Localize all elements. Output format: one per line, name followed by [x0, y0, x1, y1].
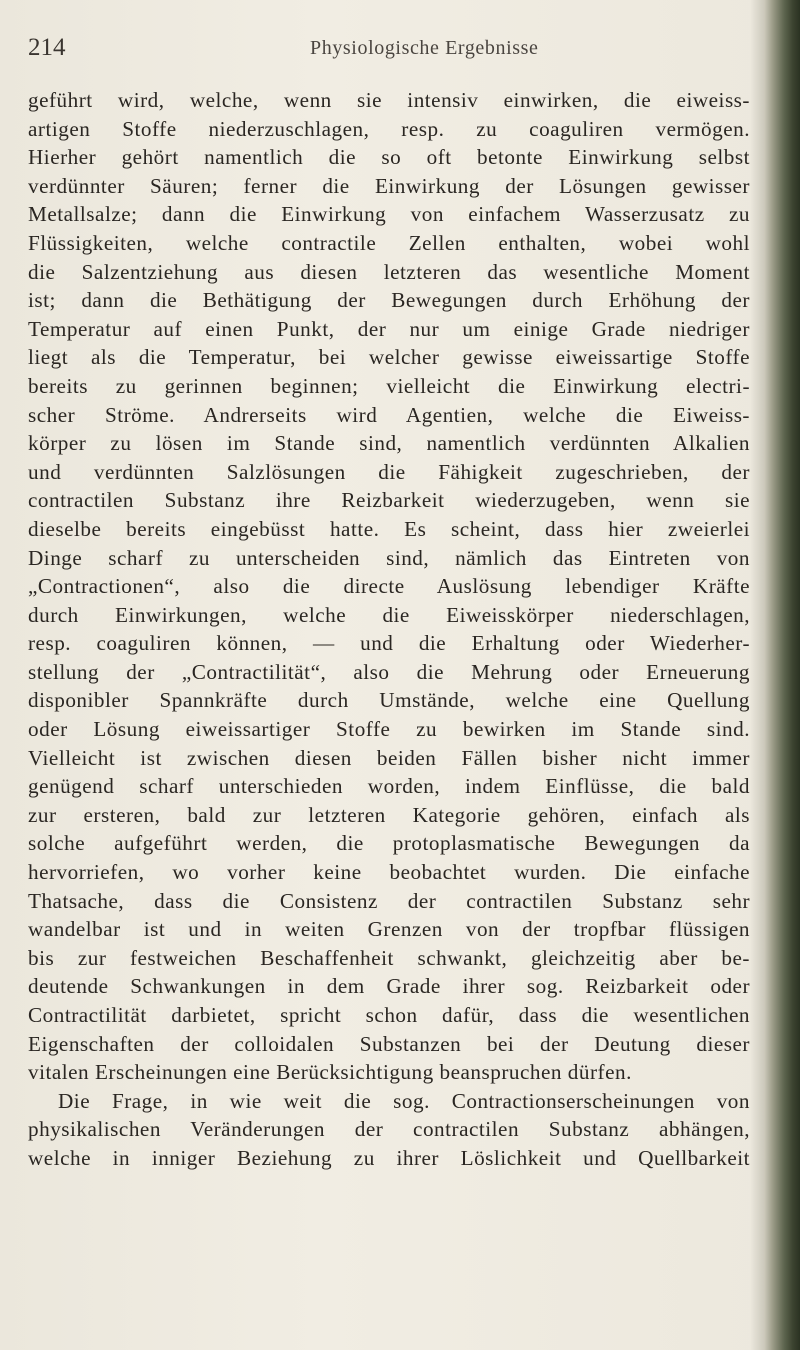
text-line: disponibler Spannkräfte durch Umstände, welche eine Quellung [28, 688, 750, 713]
page-header [28, 34, 728, 64]
text-line: stellung der „Contractilität“, also die Mehrung oder Erneuerung [28, 659, 750, 684]
text-line: Hierher gehört namentlich die so oft betonte Einwirkung selbst [28, 145, 750, 170]
text-line: „Contractionen“, also die directe Auslösung lebendiger Kräfte [28, 574, 750, 599]
text-line: bis zur festweichen Beschaffenheit schwankt, gleichzeitig aber be- [28, 945, 750, 970]
text-line: artigen Stoffe niederzuschlagen, resp. zu coaguliren vermögen. [28, 116, 750, 141]
text-line: Dinge scharf zu unterscheiden sind, nämlich das Eintreten von [28, 545, 750, 570]
text-line: zur ersteren, bald zur letzteren Kategorie gehören, einfach als [28, 802, 750, 827]
book-binding-edge [764, 0, 800, 1350]
text-line: verdünnter Säuren; ferner die Einwirkung der Lösungen gewisser [28, 173, 750, 198]
running-head: Physiologische Ergebnisse [310, 37, 539, 59]
text-line: physikalischen Veränderungen der contractilen Substanz abhängen, [28, 1117, 750, 1142]
text-line: durch Einwirkungen, welche die Eiweisskörper niederschlagen, [28, 602, 750, 627]
text-line: körper zu lösen im Stande sind, namentlich verdünnten Alkalien [28, 431, 750, 456]
text-line: und verdünnten Salzlösungen die Fähigkeit zugeschrieben, der [28, 459, 750, 484]
text-line: genügend scharf unterschieden worden, indem Einflüsse, die bald [28, 774, 750, 799]
text-line: Die Frage, in wie weit die sog. Contractionserscheinungen von [58, 1088, 750, 1113]
text-line: Eigenschaften der colloidalen Substanzen bei der Deutung dieser [28, 1031, 750, 1056]
text-line: dieselbe bereits eingebüsst hatte. Es scheint, dass hier zweierlei [28, 516, 750, 541]
text-line: solche aufgeführt werden, die protoplasmatische Bewegungen da [28, 831, 750, 856]
text-line: die Salzentziehung aus diesen letzteren das wesentliche Moment [28, 259, 750, 284]
text-line: wandelbar ist und in weiten Grenzen von der tropfbar flüssigen [28, 917, 750, 942]
text-line: vitalen Erscheinungen eine Berücksichtigung beanspruchen dürfen. [28, 1060, 632, 1085]
text-line: contractilen Substanz ihre Reizbarkeit wiederzugeben, wenn sie [28, 488, 750, 513]
text-line: liegt als die Temperatur, bei welcher gewisse eiweissartige Stoffe [28, 345, 750, 370]
text-line: ist; dann die Bethätigung der Bewegungen durch Erhöhung der [28, 288, 750, 313]
text-line: Metallsalze; dann die Einwirkung von einfachem Wasserzusatz zu [28, 202, 750, 227]
text-line: deutende Schwankungen in dem Grade ihrer sog. Reizbarkeit oder [28, 974, 750, 999]
text-line: Thatsache, dass die Consistenz der contractilen Substanz sehr [28, 888, 750, 913]
text-line: hervorriefen, wo vorher keine beobachtet wurden. Die einfache [28, 860, 750, 885]
text-line: welche in inniger Beziehung zu ihrer Löslichkeit und Quellbarkeit [28, 1145, 750, 1170]
text-line: scher Ströme. Andrerseits wird Agentien, welche die Eiweiss- [28, 402, 750, 427]
text-line: geführt wird, welche, wenn sie intensiv einwirken, die eiweiss- [28, 88, 750, 112]
text-line: oder Lösung eiweissartiger Stoffe zu bewirken im Stande sind. [28, 717, 750, 742]
binding-shadow [750, 0, 764, 1350]
text-line: Vielleicht ist zwischen diesen beiden Fällen bisher nicht immer [28, 745, 750, 770]
text-line: resp. coaguliren können, — und die Erhaltung oder Wiederher- [28, 631, 750, 656]
text-line: Flüssigkeiten, welche contractile Zellen enthalten, wobei wohl [28, 230, 750, 255]
text-line: Contractilität darbietet, spricht schon dafür, dass die wesentlichen [28, 1003, 750, 1027]
text-line: bereits zu gerinnen beginnen; vielleicht die Einwirkung electri- [28, 373, 750, 398]
page-number: 214 [28, 34, 66, 61]
body-text [28, 86, 750, 1173]
text-line: Temperatur auf einen Punkt, der nur um einige Grade niedriger [28, 316, 750, 341]
